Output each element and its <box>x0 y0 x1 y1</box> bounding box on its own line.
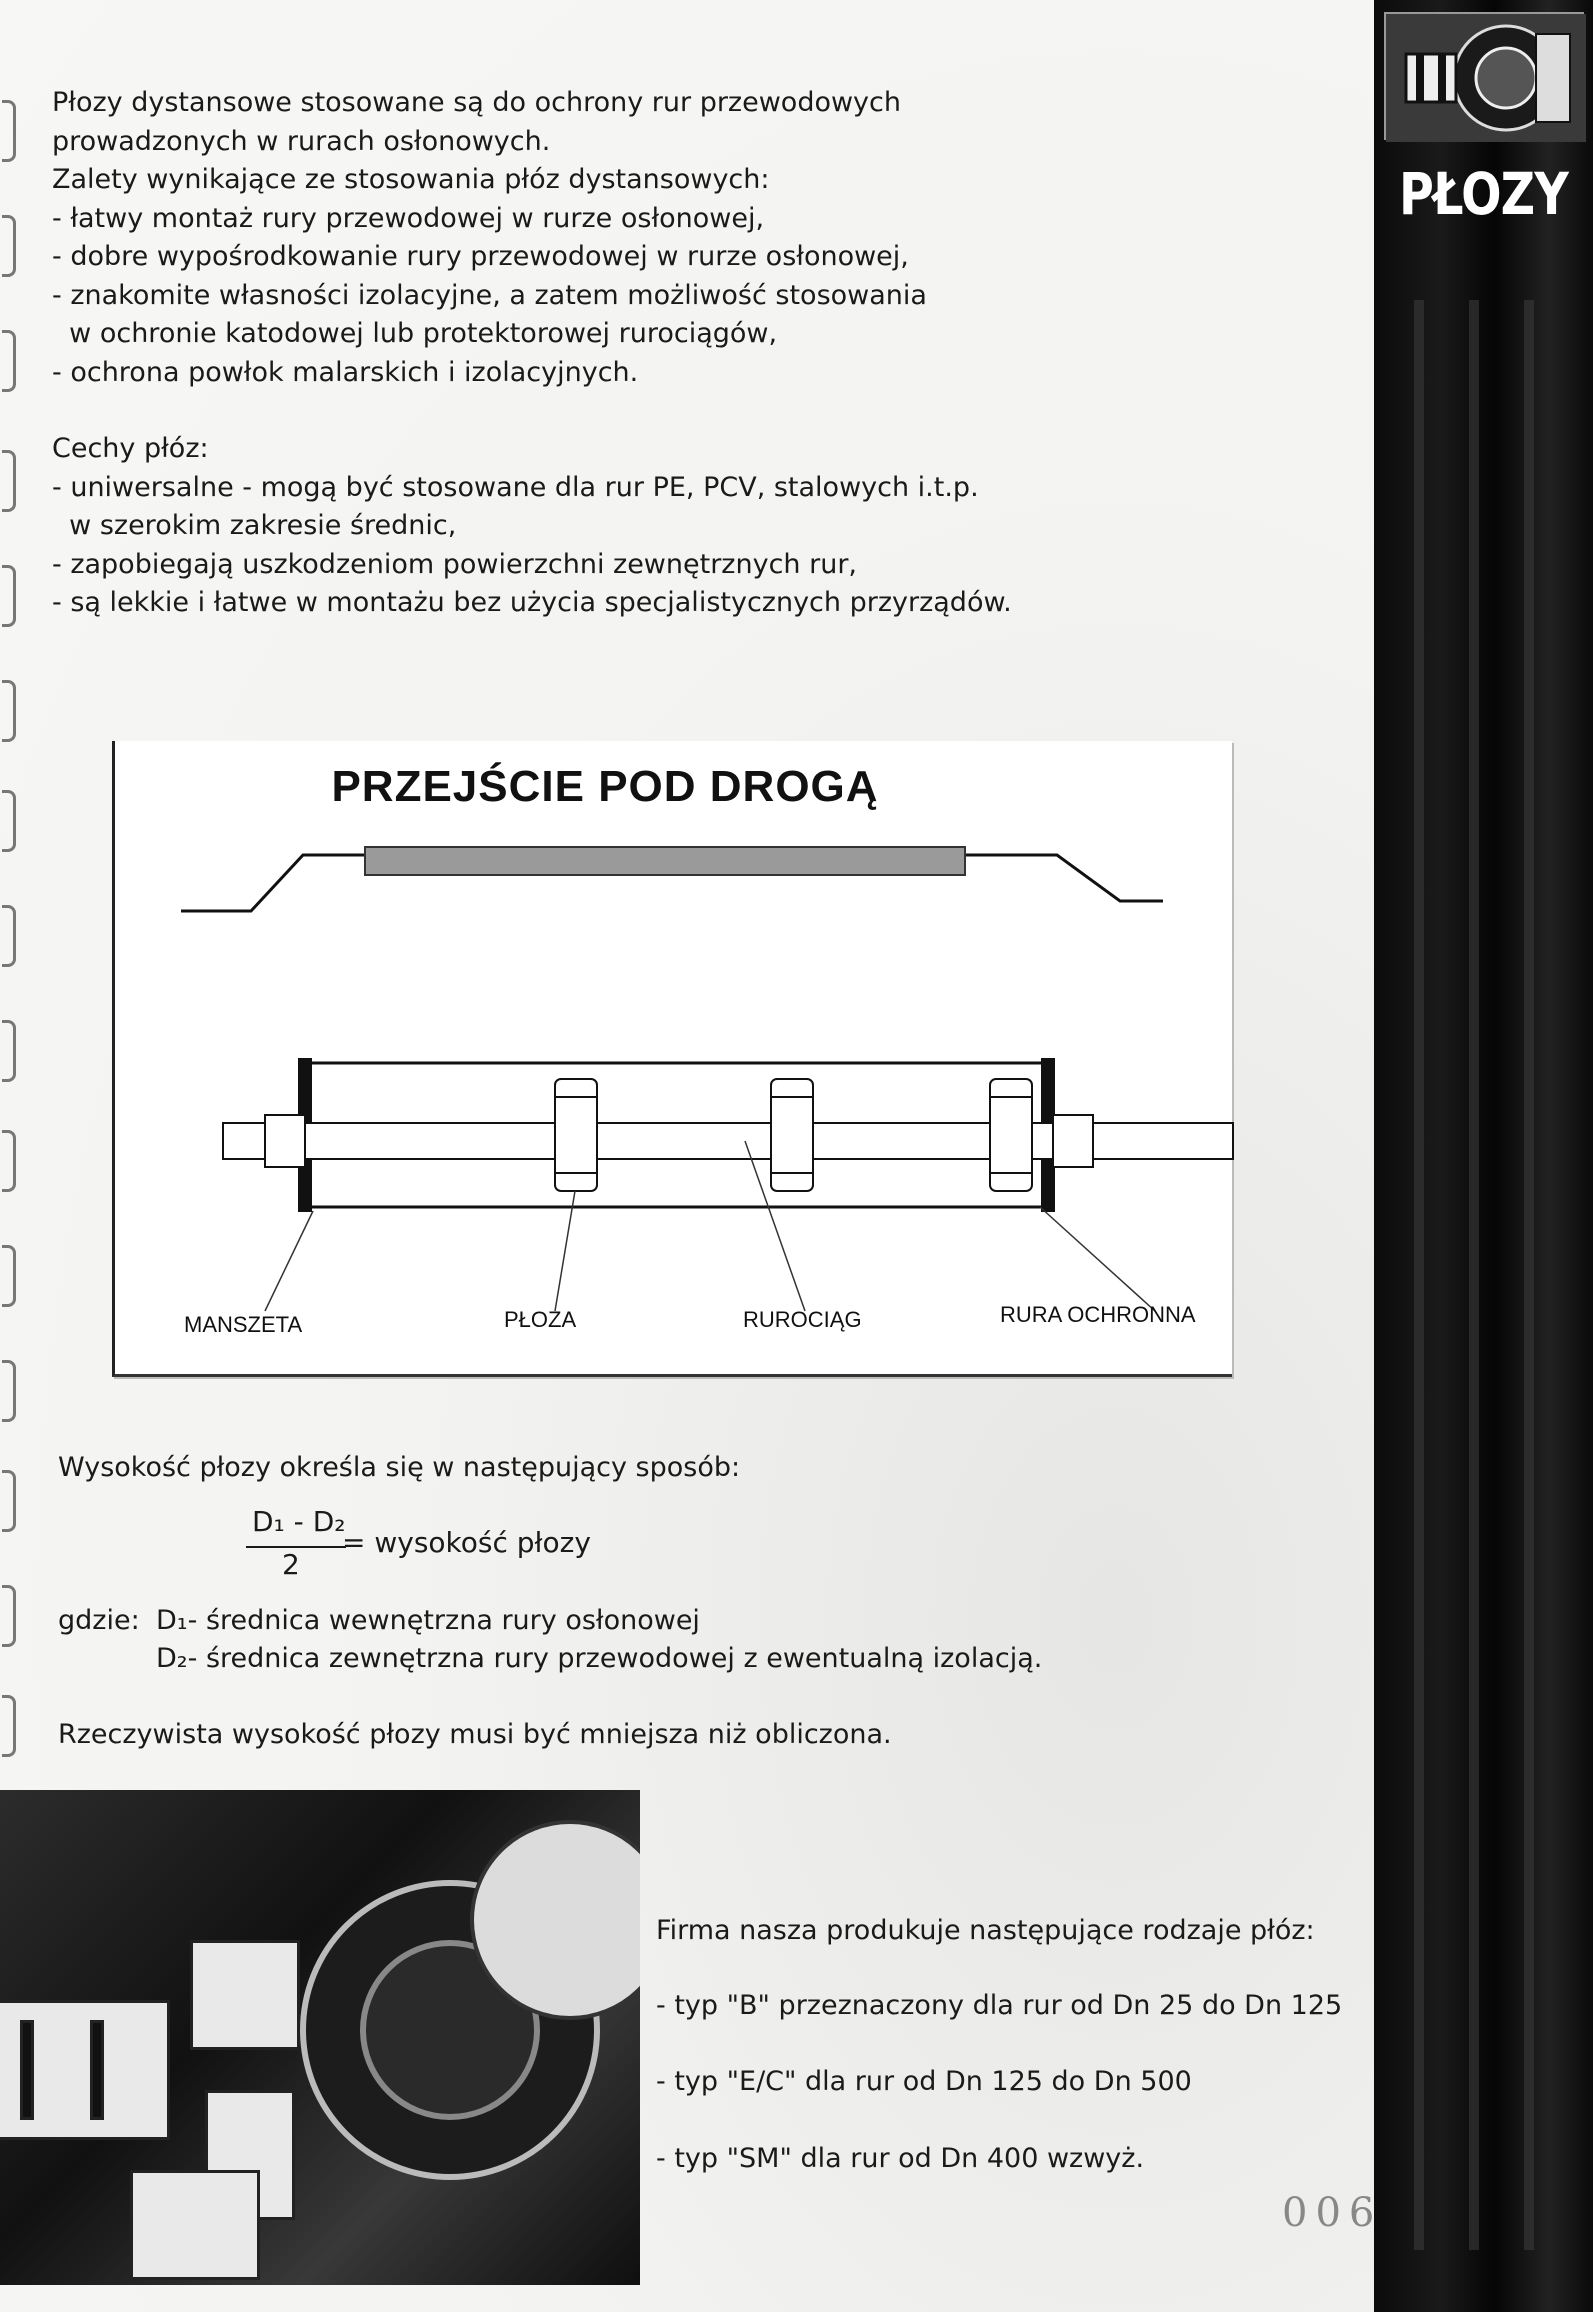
label-manszeta: MANSZETA <box>184 1312 303 1337</box>
section-title: PŁOZY <box>1399 160 1568 228</box>
product-logo-image <box>1384 12 1584 140</box>
where-label: gdzie: <box>58 1605 140 1636</box>
intro-line: - znakomite własności izolacyjne, a zatem możliwość stosowania <box>52 279 927 311</box>
product-item: - typ "SM" dla rur od Dn 400 wzwyż. <box>656 2143 1145 2174</box>
intro-line: - łatwy montaż rury przewodowej w rurze osłonowej, <box>52 202 765 234</box>
label-ploza: PŁOZA <box>504 1307 577 1332</box>
intro-line: - ochrona powłok malarskich i izolacyjnych. <box>52 356 639 388</box>
features-line: Cechy płóz: <box>52 433 209 464</box>
formula-denominator: 2 <box>282 1548 300 1581</box>
intro-line: Płozy dystansowe stosowane są do ochrony rur przewodowych <box>52 87 901 118</box>
intro-paragraph <box>52 84 927 392</box>
product-item: - typ "B" przeznaczony dla rur od Dn 25 do Dn 125 <box>656 1990 1343 2021</box>
d2-definition: D₂- średnica zewnętrzna rury przewodowej z ewentualną izolacją. <box>156 1643 1043 1674</box>
intro-line: - dobre wypośrodkowanie rury przewodowej w rurze osłonowej, <box>52 241 909 272</box>
label-rurociag: RUROCIĄG <box>743 1307 862 1332</box>
features-line: - zapobiegają uszkodzeniom powierzchni zewnętrznych rur, <box>52 548 858 580</box>
product-photo <box>0 1790 640 2285</box>
products-intro: Firma nasza produkuje następujące rodzaje płóz: <box>656 1915 1315 1946</box>
label-rura-ochronna: RURA OCHRONNA <box>1000 1302 1196 1327</box>
intro-line: w ochronie katodowej lub protektorowej rurociągów, <box>52 318 778 349</box>
height-note: Rzeczywista wysokość płozy musi być mniejsza niż obliczona. <box>58 1719 892 1750</box>
intro-line: prowadzonych w rurach osłonowych. <box>52 125 551 157</box>
product-item: - typ "E/C" dla rur od Dn 125 do Dn 500 <box>656 2066 1192 2097</box>
intro-line: Zalety wynikające ze stosowania płóz dystansowych: <box>52 164 770 195</box>
diagram-title: PRZEJŚCIE POD DROGĄ <box>331 762 879 811</box>
formula-numerator: D₁ - D₂ <box>252 1505 346 1538</box>
road-crossing-diagram <box>112 741 1232 1377</box>
features-line: - uniwersalne - mogą być stosowane dla rur PE, PCV, stalowych i.t.p. <box>52 471 979 503</box>
formula-result: = wysokość płozy <box>342 1526 591 1559</box>
features-paragraph <box>52 430 1012 623</box>
formula-intro: Wysokość płozy określa się w następujący sposób: <box>58 1452 741 1483</box>
sidebar-band <box>1374 0 1593 2312</box>
features-line: - są lekkie i łatwe w montażu bez użycia specjalistycznych przyrządów. <box>52 587 1012 618</box>
d1-definition: D₁- średnica wewnętrzna rury osłonowej <box>156 1605 700 1636</box>
features-line: w szerokim zakresie średnic, <box>52 510 457 541</box>
page-number: 006 <box>1282 2190 1383 2236</box>
